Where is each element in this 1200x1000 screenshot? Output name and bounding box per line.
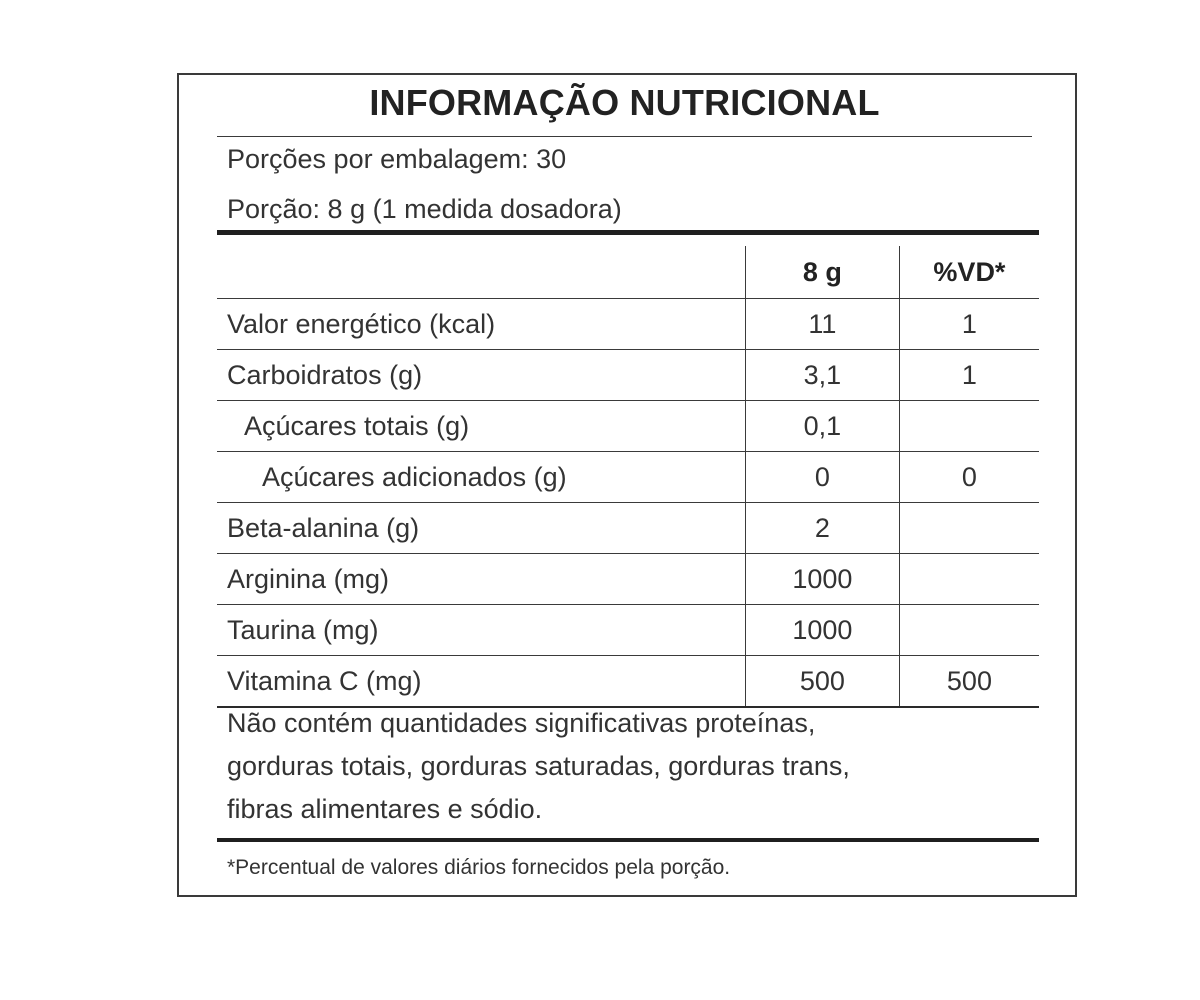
table-row [217, 299, 1039, 350]
insignificant-quantities-note [227, 702, 1027, 831]
nutrient-name: Taurina (mg) [217, 605, 745, 656]
nutrient-daily-value [899, 554, 1039, 605]
nutrient-name: Beta-alanina (g) [217, 503, 745, 554]
nutrient-quantity: 1000 [745, 554, 899, 605]
header-daily-value: %VD* [899, 246, 1039, 299]
serving-size: Porção: 8 g (1 medida dosadora) [227, 194, 622, 224]
nutrient-quantity: 1000 [745, 605, 899, 656]
table-row [217, 350, 1039, 401]
label-title: INFORMAÇÃO NUTRICIONAL [369, 82, 880, 123]
servings-per-package: Porções por embalagem: 30 [227, 144, 567, 174]
table-row [217, 656, 1039, 708]
nutrient-name: Carboidratos (g) [217, 350, 745, 401]
nutrient-quantity: 11 [745, 299, 899, 350]
daily-value-footnote: *Percentual de valores diários fornecidos pela porção. [227, 856, 731, 879]
nutrient-daily-value [899, 401, 1039, 452]
nutrient-daily-value [899, 503, 1039, 554]
nutrient-daily-value: 500 [899, 656, 1039, 708]
nutrient-name: Arginina (mg) [217, 554, 745, 605]
note-line: gorduras totais, gorduras saturadas, gorduras trans, [227, 751, 850, 781]
nutrient-quantity: 500 [745, 656, 899, 708]
nutrient-name: Açúcares totais (g) [217, 401, 745, 452]
nutrient-daily-value: 1 [899, 350, 1039, 401]
table-header-row [217, 246, 1039, 299]
table-row [217, 452, 1039, 503]
nutrient-daily-value: 1 [899, 299, 1039, 350]
footnote-divider [217, 838, 1039, 842]
serving-divider [217, 230, 1039, 235]
nutrient-name: Vitamina C (mg) [217, 656, 745, 708]
nutrient-daily-value: 0 [899, 452, 1039, 503]
nutrient-name: Valor energético (kcal) [217, 299, 745, 350]
nutrient-quantity: 0,1 [745, 401, 899, 452]
table-row [217, 401, 1039, 452]
nutrition-table [217, 246, 1039, 708]
header-blank [217, 246, 745, 299]
table-row [217, 554, 1039, 605]
note-line: fibras alimentares e sódio. [227, 794, 543, 824]
nutrient-daily-value [899, 605, 1039, 656]
nutrient-quantity: 0 [745, 452, 899, 503]
nutrient-quantity: 3,1 [745, 350, 899, 401]
header-quantity: 8 g [745, 246, 899, 299]
table-row [217, 503, 1039, 554]
note-line: Não contém quantidades significativas proteínas, [227, 708, 816, 738]
nutrient-name: Açúcares adicionados (g) [217, 452, 745, 503]
table-row [217, 605, 1039, 656]
title-divider [217, 136, 1032, 137]
nutrient-quantity: 2 [745, 503, 899, 554]
